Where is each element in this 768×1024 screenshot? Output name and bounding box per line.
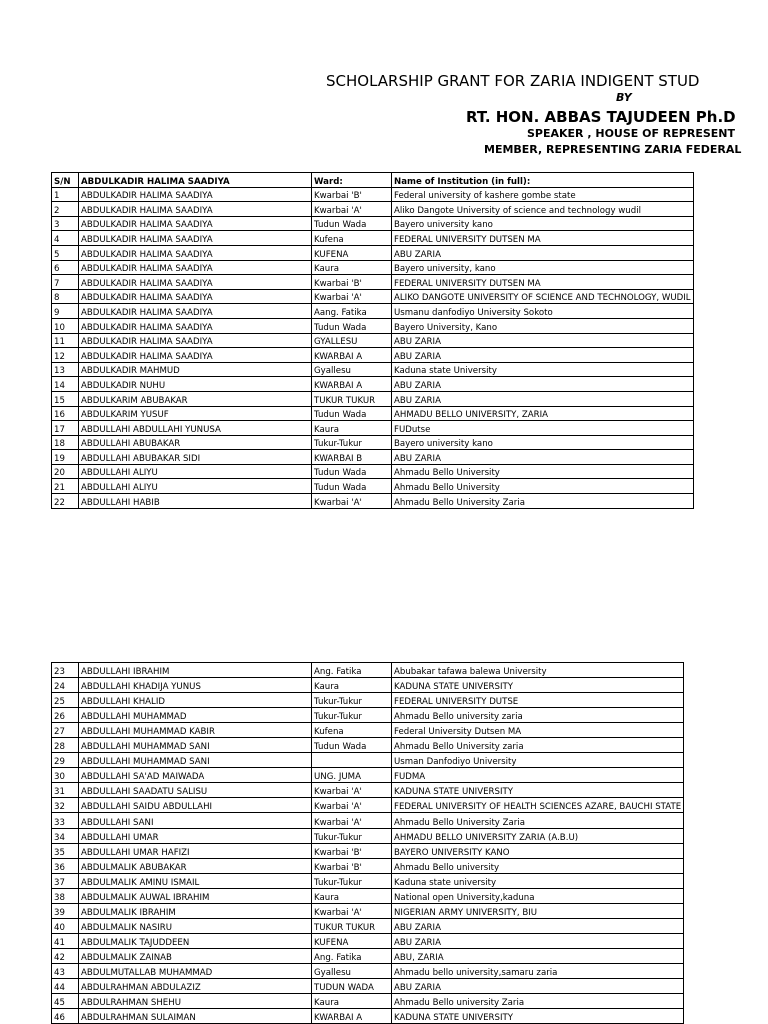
cell-sn: 20 [52, 464, 79, 479]
table-row [52, 663, 684, 678]
cell-sn: 41 [52, 933, 79, 948]
cell-institution: Ahmadu Bello university Zaria [392, 994, 684, 1009]
cell-sn: 6 [52, 260, 79, 275]
cell-sn: 31 [52, 783, 79, 798]
cell-institution: AHMADU BELLO UNIVERSITY, ZARIA [392, 406, 694, 421]
cell-ward: TUKUR TUKUR [312, 918, 392, 933]
cell-sn: 28 [52, 738, 79, 753]
column-header-ward: Ward: [312, 173, 392, 188]
cell-ward: Kwarbai 'A' [312, 903, 392, 918]
cell-sn: 22 [52, 494, 79, 509]
table-row [52, 216, 694, 231]
cell-sn: 32 [52, 798, 79, 813]
cell-sn: 9 [52, 304, 79, 319]
table-row [52, 828, 684, 843]
cell-name: ABDULLAHI MUHAMMAD [79, 708, 312, 723]
cell-ward: Kwarbai 'B' [312, 843, 392, 858]
by-label: BY [616, 91, 632, 104]
cell-name: ABDULMALIK ZAINAB [79, 948, 312, 963]
column-header-sn: S/N [52, 173, 79, 188]
cell-institution: ABU ZARIA [392, 348, 694, 363]
cell-ward: Tudun Wada [312, 479, 392, 494]
cell-ward: Kaura [312, 260, 392, 275]
cell-ward: Gyallesu [312, 362, 392, 377]
cell-name: ABDULKADIR HALIMA SAADIYA [79, 216, 312, 231]
cell-sn: 40 [52, 918, 79, 933]
cell-institution: Usman Danfodiyo University [392, 753, 684, 768]
cell-ward: Tukur-Tukur [312, 873, 392, 888]
table-row [52, 187, 694, 202]
cell-institution: Kaduna state university [392, 873, 684, 888]
cell-sn: 5 [52, 245, 79, 260]
cell-institution: Aliko Dangote University of science and technology wudil [392, 202, 694, 217]
table-row [52, 933, 684, 948]
cell-ward: Aang. Fatika [312, 304, 392, 319]
cell-name: ABDULKADIR HALIMA SAADIYA [79, 348, 312, 363]
cell-name: ABDULLAHI KHADIJA YUNUS [79, 678, 312, 693]
table-row [52, 275, 694, 290]
cell-name: ABDULRAHMAN SHEHU [79, 994, 312, 1009]
cell-ward: Tudun Wada [312, 464, 392, 479]
cell-ward: Tukur-Tukur [312, 708, 392, 723]
table-row [52, 421, 694, 436]
cell-ward: Tudun Wada [312, 738, 392, 753]
cell-ward: Kaura [312, 888, 392, 903]
cell-ward: TUKUR TUKUR [312, 391, 392, 406]
scholarship-table-2 [51, 662, 684, 1024]
table-row [52, 708, 684, 723]
cell-name: ABDULLAHI KHALID [79, 693, 312, 708]
cell-name: ABDULLAHI MUHAMMAD SANI [79, 753, 312, 768]
cell-name: ABDULKADIR HALIMA SAADIYA [79, 202, 312, 217]
table-row [52, 858, 684, 873]
cell-institution: Ahmadu Bello University zaria [392, 738, 684, 753]
cell-sn: 38 [52, 888, 79, 903]
table-row [52, 768, 684, 783]
cell-ward: KWARBAI A [312, 348, 392, 363]
cell-institution: Bayero university, kano [392, 260, 694, 275]
cell-institution: National open University,kaduna [392, 888, 684, 903]
cell-ward: Kwarbai 'A' [312, 494, 392, 509]
table-row [52, 494, 694, 509]
cell-institution: AHMADU BELLO UNIVERSITY ZARIA (A.B.U) [392, 828, 684, 843]
cell-institution: FEDERAL UNIVERSITY DUTSE [392, 693, 684, 708]
table-row [52, 289, 694, 304]
table-row [52, 918, 684, 933]
cell-name: ABDULKADIR HALIMA SAADIYA [79, 289, 312, 304]
cell-name: ABDULRAHMAN ABDULAZIZ [79, 978, 312, 993]
cell-sn: 12 [52, 348, 79, 363]
cell-institution: Ahmadu bello university,samaru zaria [392, 963, 684, 978]
document-title: SCHOLARSHIP GRANT FOR ZARIA INDIGENT STUD [326, 72, 700, 90]
cell-ward: Kwarbai 'B' [312, 858, 392, 873]
cell-institution: NIGERIAN ARMY UNIVERSITY, BIU [392, 903, 684, 918]
column-header-name: ABDULKADIR HALIMA SAADIYA [79, 173, 312, 188]
cell-institution: KADUNA STATE UNIVERSITY [392, 678, 684, 693]
cell-sn: 19 [52, 450, 79, 465]
cell-name: ABDULMUTALLAB MUHAMMAD [79, 963, 312, 978]
cell-sn: 30 [52, 768, 79, 783]
cell-name: ABDULKARIM YUSUF [79, 406, 312, 421]
cell-institution: ABU ZARIA [392, 377, 694, 392]
cell-institution: Usmanu danfodiyo University Sokoto [392, 304, 694, 319]
cell-institution: ABU ZARIA [392, 391, 694, 406]
cell-institution: Abubakar tafawa balewa University [392, 663, 684, 678]
table-row [52, 678, 684, 693]
cell-sn: 35 [52, 843, 79, 858]
table-row [52, 304, 694, 319]
cell-sn: 4 [52, 231, 79, 246]
table-row [52, 479, 694, 494]
cell-institution: Ahmadu Bello university zaria [392, 708, 684, 723]
table-row [52, 391, 694, 406]
cell-sn: 7 [52, 275, 79, 290]
cell-name: ABDULLAHI ALIYU [79, 479, 312, 494]
cell-institution: ABU ZARIA [392, 450, 694, 465]
cell-name: ABDULMALIK TAJUDDEEN [79, 933, 312, 948]
cell-sn: 11 [52, 333, 79, 348]
cell-name: ABDULLAHI SAIDU ABDULLAHI [79, 798, 312, 813]
cell-institution: ABU, ZARIA [392, 948, 684, 963]
cell-name: ABDULKADIR MAHMUD [79, 362, 312, 377]
table-row [52, 450, 694, 465]
table-row [52, 994, 684, 1009]
cell-sn: 13 [52, 362, 79, 377]
table-row [52, 202, 694, 217]
cell-name: ABDULLAHI UMAR HAFIZI [79, 843, 312, 858]
cell-name: ABDULMALIK ABUBAKAR [79, 858, 312, 873]
table-row [52, 1009, 684, 1024]
cell-sn: 17 [52, 421, 79, 436]
sponsor-name: RT. HON. ABBAS TAJUDEEN Ph.D [466, 108, 736, 126]
cell-name: ABDULLAHI ABUBAKAR [79, 435, 312, 450]
cell-name: ABDULMALIK AMINU ISMAIL [79, 873, 312, 888]
cell-name: ABDULKADIR HALIMA SAADIYA [79, 187, 312, 202]
cell-sn: 15 [52, 391, 79, 406]
cell-ward: Gyallesu [312, 963, 392, 978]
cell-ward: Ang. Fatika [312, 948, 392, 963]
cell-name: ABDULKADIR HALIMA SAADIYA [79, 260, 312, 275]
cell-institution: Ahmadu Bello University [392, 464, 694, 479]
cell-sn: 18 [52, 435, 79, 450]
cell-name: ABDULLAHI HABIB [79, 494, 312, 509]
cell-institution: Bayero University, Kano [392, 318, 694, 333]
cell-sn: 16 [52, 406, 79, 421]
cell-sn: 45 [52, 994, 79, 1009]
cell-name: ABDULKADIR HALIMA SAADIYA [79, 333, 312, 348]
cell-name: ABDULKADIR NUHU [79, 377, 312, 392]
table-row [52, 873, 684, 888]
cell-ward: Tukur-Tukur [312, 828, 392, 843]
cell-sn: 14 [52, 377, 79, 392]
table-row [52, 245, 694, 260]
cell-institution: ABU ZARIA [392, 245, 694, 260]
table-row [52, 888, 684, 903]
table-row [52, 231, 694, 246]
cell-institution: FUDMA [392, 768, 684, 783]
cell-name: ABDULLAHI MUHAMMAD SANI [79, 738, 312, 753]
table-row [52, 798, 684, 813]
cell-institution: Ahmadu Bello University [392, 479, 694, 494]
cell-name: ABDULLAHI ALIYU [79, 464, 312, 479]
column-header-institution: Name of Institution (in full): [392, 173, 694, 188]
cell-ward: Tudun Wada [312, 318, 392, 333]
cell-name: ABDULLAHI ABUBAKAR SIDI [79, 450, 312, 465]
cell-ward: Kufena [312, 723, 392, 738]
table-row [52, 753, 684, 768]
table-row [52, 362, 694, 377]
table-row [52, 963, 684, 978]
cell-ward [312, 753, 392, 768]
cell-ward: KWARBAI B [312, 450, 392, 465]
table-row [52, 903, 684, 918]
cell-sn: 2 [52, 202, 79, 217]
cell-name: ABDULLAHI MUHAMMAD KABIR [79, 723, 312, 738]
cell-name: ABDULMALIK NASIRU [79, 918, 312, 933]
cell-ward: UNG. JUMA [312, 768, 392, 783]
cell-sn: 34 [52, 828, 79, 843]
cell-institution: Bayero university kano [392, 435, 694, 450]
table-row [52, 435, 694, 450]
cell-institution: Bayero university kano [392, 216, 694, 231]
cell-sn: 26 [52, 708, 79, 723]
table-row [52, 348, 694, 363]
cell-sn: 24 [52, 678, 79, 693]
cell-sn: 33 [52, 813, 79, 828]
cell-institution: ABU ZARIA [392, 978, 684, 993]
cell-sn: 8 [52, 289, 79, 304]
table-row [52, 723, 684, 738]
table-row [52, 813, 684, 828]
cell-ward: Tukur-Tukur [312, 693, 392, 708]
cell-institution: BAYERO UNIVERSITY KANO [392, 843, 684, 858]
cell-sn: 27 [52, 723, 79, 738]
sponsor-title-speaker: SPEAKER , HOUSE OF REPRESENT [527, 127, 735, 140]
cell-sn: 1 [52, 187, 79, 202]
cell-institution: ABU ZARIA [392, 933, 684, 948]
cell-institution: Federal University Dutsen MA [392, 723, 684, 738]
cell-name: ABDULKADIR HALIMA SAADIYA [79, 245, 312, 260]
cell-name: ABDULMALIK AUWAL IBRAHIM [79, 888, 312, 903]
cell-sn: 39 [52, 903, 79, 918]
cell-name: ABDULKADIR HALIMA SAADIYA [79, 275, 312, 290]
cell-institution: FEDERAL UNIVERSITY DUTSEN MA [392, 231, 694, 246]
cell-name: ABDULLAHI SAADATU SALISU [79, 783, 312, 798]
cell-ward: Ang. Fatika [312, 663, 392, 678]
cell-sn: 21 [52, 479, 79, 494]
scholarship-table-1 [51, 172, 694, 509]
cell-name: ABDULLAHI IBRAHIM [79, 663, 312, 678]
cell-institution: KADUNA STATE UNIVERSITY [392, 1009, 684, 1024]
cell-name: ABDULKADIR HALIMA SAADIYA [79, 318, 312, 333]
cell-sn: 23 [52, 663, 79, 678]
cell-name: ABDULLAHI SANI [79, 813, 312, 828]
cell-sn: 42 [52, 948, 79, 963]
cell-ward: Kaura [312, 678, 392, 693]
cell-institution: Ahmadu Bello University Zaria [392, 494, 694, 509]
cell-sn: 37 [52, 873, 79, 888]
cell-ward: Kaura [312, 421, 392, 436]
table-row [52, 978, 684, 993]
cell-name: ABDULKADIR HALIMA SAADIYA [79, 304, 312, 319]
cell-ward: GYALLESU [312, 333, 392, 348]
cell-ward: Kwarbai 'A' [312, 202, 392, 217]
cell-name: ABDULLAHI ABDULLAHI YUNUSA [79, 421, 312, 436]
cell-institution: Ahmadu Bello university [392, 858, 684, 873]
table-row [52, 406, 694, 421]
cell-ward: Kufena [312, 231, 392, 246]
cell-sn: 3 [52, 216, 79, 231]
cell-ward: Tukur-Tukur [312, 435, 392, 450]
cell-ward: Kaura [312, 994, 392, 1009]
cell-institution: Kaduna state University [392, 362, 694, 377]
cell-ward: KWARBAI A [312, 377, 392, 392]
cell-ward: KUFENA [312, 933, 392, 948]
cell-ward: Tudun Wada [312, 406, 392, 421]
cell-ward: KWARBAI A [312, 1009, 392, 1024]
cell-institution: FEDERAL UNIVERSITY DUTSEN MA [392, 275, 694, 290]
cell-sn: 46 [52, 1009, 79, 1024]
cell-name: ABDULKADIR HALIMA SAADIYA [79, 231, 312, 246]
cell-sn: 10 [52, 318, 79, 333]
cell-institution: ALIKO DANGOTE UNIVERSITY OF SCIENCE AND TECHNOLOGY, WUDIL [392, 289, 694, 304]
cell-sn: 25 [52, 693, 79, 708]
cell-institution: ABU ZARIA [392, 918, 684, 933]
cell-ward: KUFENA [312, 245, 392, 260]
cell-name: ABDULKARIM ABUBAKAR [79, 391, 312, 406]
cell-ward: Kwarbai 'A' [312, 813, 392, 828]
table-row [52, 693, 684, 708]
table-row [52, 260, 694, 275]
cell-ward: Kwarbai 'B' [312, 187, 392, 202]
table-row [52, 738, 684, 753]
cell-name: ABDULRAHMAN SULAIMAN [79, 1009, 312, 1024]
cell-institution: Ahmadu Bello University Zaria [392, 813, 684, 828]
cell-institution: ABU ZARIA [392, 333, 694, 348]
table-row [52, 464, 694, 479]
table-header-row [52, 173, 694, 188]
cell-sn: 36 [52, 858, 79, 873]
table-row [52, 318, 694, 333]
sponsor-title-member: MEMBER, REPRESENTING ZARIA FEDERAL [484, 143, 742, 156]
cell-ward: Kwarbai 'A' [312, 783, 392, 798]
cell-institution: FUDutse [392, 421, 694, 436]
cell-name: ABDULLAHI SA'AD MAIWADA [79, 768, 312, 783]
table-row [52, 948, 684, 963]
table-row [52, 333, 694, 348]
cell-institution: FEDERAL UNIVERSITY OF HEALTH SCIENCES AZARE, BAUCHI STATE [392, 798, 684, 813]
table-row [52, 783, 684, 798]
cell-sn: 43 [52, 963, 79, 978]
cell-name: ABDULLAHI UMAR [79, 828, 312, 843]
table-row [52, 377, 694, 392]
cell-ward: Tudun Wada [312, 216, 392, 231]
cell-ward: TUDUN WADA [312, 978, 392, 993]
cell-ward: Kwarbai 'A' [312, 289, 392, 304]
table-row [52, 843, 684, 858]
cell-institution: Federal university of kashere gombe state [392, 187, 694, 202]
cell-sn: 44 [52, 978, 79, 993]
cell-ward: Kwarbai 'B' [312, 275, 392, 290]
cell-name: ABDULMALIK IBRAHIM [79, 903, 312, 918]
cell-ward: Kwarbai 'A' [312, 798, 392, 813]
cell-institution: KADUNA STATE UNIVERSITY [392, 783, 684, 798]
cell-sn: 29 [52, 753, 79, 768]
